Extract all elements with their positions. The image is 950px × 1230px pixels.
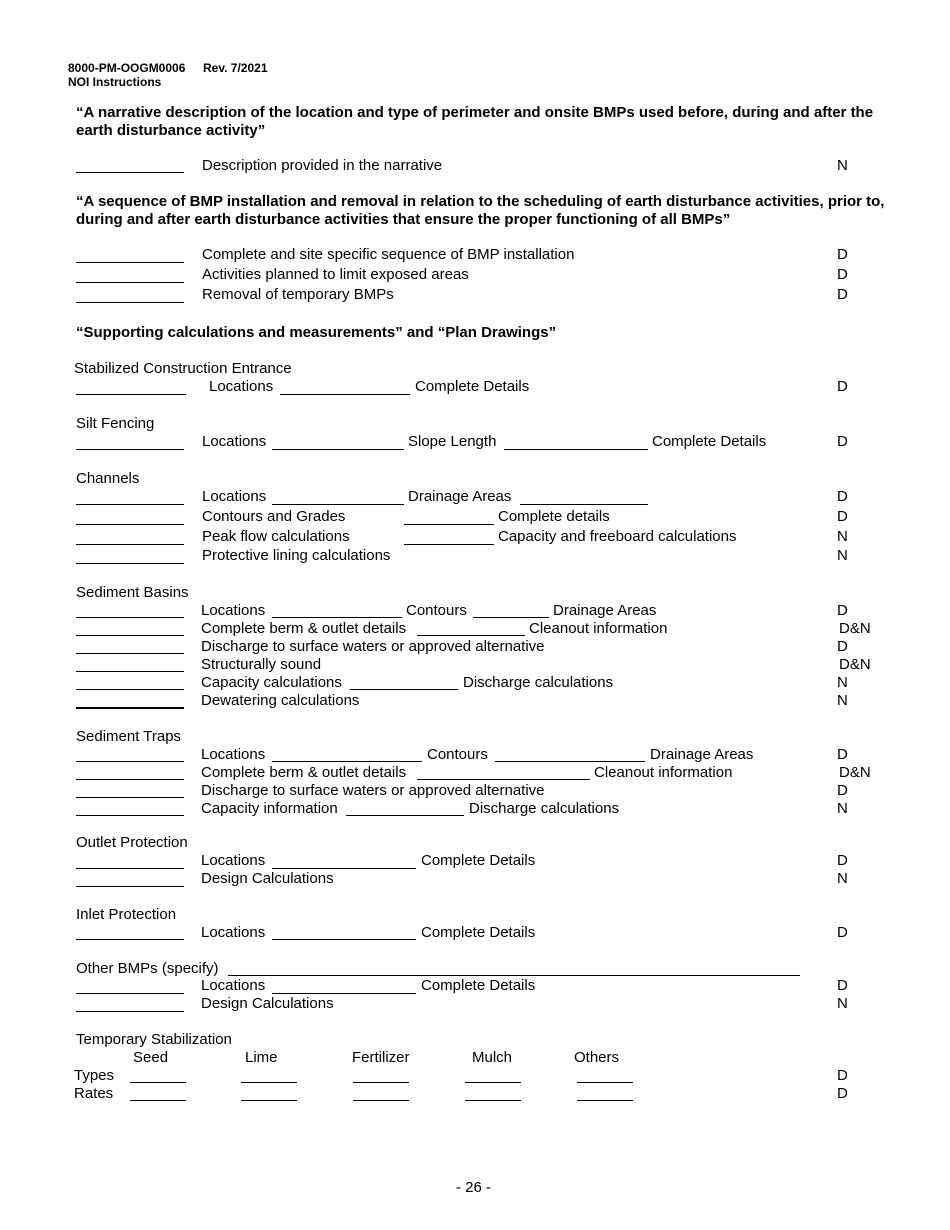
channels-contours-label: Contours and Grades	[202, 508, 346, 525]
basins-checkbox-line[interactable]	[76, 707, 184, 709]
silt-locations-label: Locations	[202, 433, 267, 450]
basins-checkbox-line[interactable]	[76, 635, 184, 636]
channels-peakflow-label: Peak flow calculations	[202, 528, 350, 545]
basins-checkbox-line[interactable]	[76, 617, 184, 618]
silt-title: Silt Fencing	[76, 415, 155, 432]
channels-capacity-label: Capacity and freeboard calculations	[498, 528, 737, 545]
inlet-title: Inlet Protection	[76, 906, 177, 923]
channels-checkbox-line[interactable]	[76, 504, 184, 505]
temp-types-seed-line[interactable]	[130, 1082, 186, 1083]
sequence-item-code: D	[837, 246, 848, 263]
traps-berm-line[interactable]	[417, 779, 590, 780]
sequence-item-label: Activities planned to limit exposed areas	[202, 266, 469, 283]
temp-rates-fertilizer-line[interactable]	[353, 1100, 409, 1101]
temp-types-mulch-line[interactable]	[465, 1082, 521, 1083]
traps-code: D&N	[839, 764, 871, 781]
page-number: - 26 -	[456, 1179, 492, 1196]
traps-checkbox-line[interactable]	[76, 815, 184, 816]
temp-types-others-line[interactable]	[577, 1082, 633, 1083]
inlet-details-label: Complete Details	[421, 924, 536, 941]
temp-col-header: Mulch	[472, 1049, 513, 1066]
temp-types-lime-line[interactable]	[241, 1082, 297, 1083]
sequence-heading: “A sequence of BMP installation and removal in relation to the scheduling of earth disturbance activities, prior to, during and after earth disturbance activities that ensure the proper functioning of all BMPs”	[76, 193, 885, 228]
other-code: N	[837, 995, 848, 1012]
outlet-details-label: Complete Details	[421, 852, 536, 869]
basins-drainage-label: Drainage Areas	[553, 602, 657, 619]
sequence-checkbox-line[interactable]	[76, 262, 184, 263]
outlet-code: N	[837, 870, 848, 887]
basins-contours-line[interactable]	[473, 617, 549, 618]
basins-contours-label: Contours	[406, 602, 467, 619]
basins-discharge-label: Discharge to surface waters or approved alternative	[201, 638, 545, 655]
basins-locations-line[interactable]	[272, 617, 402, 618]
doc-subtitle: NOI Instructions	[68, 75, 162, 89]
sequence-item-code: D	[837, 286, 848, 303]
sce-code: D	[837, 378, 848, 395]
outlet-checkbox-line[interactable]	[76, 868, 184, 869]
narrative-heading: “A narrative description of the location and type of perimeter and onsite BMPs used before, during and after the earth disturbance activity”	[76, 104, 874, 139]
channels-locations-label: Locations	[202, 488, 267, 505]
other-checkbox-line[interactable]	[76, 1011, 184, 1012]
basins-capacity-label: Capacity calculations	[201, 674, 342, 691]
other-checkbox-line[interactable]	[76, 993, 184, 994]
traps-capacity-line[interactable]	[346, 815, 464, 816]
basins-title: Sediment Basins	[76, 584, 189, 601]
basins-capacity-line[interactable]	[350, 689, 458, 690]
traps-capacity-label: Capacity information	[201, 800, 338, 817]
temp-rates-others-line[interactable]	[577, 1100, 633, 1101]
channels-details-line[interactable]	[404, 524, 494, 525]
channels-details-label: Complete details	[498, 508, 610, 525]
channels-title: Channels	[76, 470, 140, 487]
outlet-code: D	[837, 852, 848, 869]
sequence-item-label: Complete and site specific sequence of BMP installation	[202, 246, 575, 263]
traps-drainage-label: Drainage Areas	[650, 746, 754, 763]
basins-cleanout-label: Cleanout information	[529, 620, 668, 637]
basins-code: D&N	[839, 656, 871, 673]
temp-title: Temporary Stabilization	[76, 1031, 232, 1048]
traps-code: D	[837, 746, 848, 763]
other-code: D	[837, 977, 848, 994]
basins-code: N	[837, 674, 848, 691]
basins-checkbox-line[interactable]	[76, 671, 184, 672]
temp-col-header: Others	[574, 1049, 620, 1066]
basins-checkbox-line[interactable]	[76, 689, 184, 690]
inlet-locations-line[interactable]	[272, 939, 416, 940]
basins-dischargecalc-label: Discharge calculations	[463, 674, 614, 691]
basins-berm-label: Complete berm & outlet details	[201, 620, 407, 637]
traps-locations-line[interactable]	[272, 761, 422, 762]
traps-code: D	[837, 782, 848, 799]
basins-dewatering-label: Dewatering calculations	[201, 692, 360, 709]
narrative-item-label: Description provided in the narrative	[202, 157, 443, 174]
outlet-design-label: Design Calculations	[201, 870, 334, 887]
outlet-title: Outlet Protection	[76, 834, 188, 851]
silt-slope-label: Slope Length	[408, 433, 497, 450]
inlet-locations-label: Locations	[201, 924, 266, 941]
traps-berm-label: Complete berm & outlet details	[201, 764, 407, 781]
traps-checkbox-line[interactable]	[76, 779, 184, 780]
temp-types-label: Types	[74, 1067, 115, 1084]
basins-code: D	[837, 638, 848, 655]
silt-locations-line[interactable]	[272, 449, 404, 450]
traps-contours-label: Contours	[427, 746, 488, 763]
basins-code: D	[837, 602, 848, 619]
traps-discharge-label: Discharge to surface waters or approved alternative	[201, 782, 545, 799]
outlet-checkbox-line[interactable]	[76, 886, 184, 887]
channels-lining-label: Protective lining calculations	[202, 547, 391, 564]
traps-dischargecalc-label: Discharge calculations	[469, 800, 620, 817]
doc-id: 8000-PM-OOGM0006	[68, 61, 186, 75]
temp-rates-lime-line[interactable]	[241, 1100, 297, 1101]
temp-types-code: D	[837, 1067, 848, 1084]
other-design-label: Design Calculations	[201, 995, 334, 1012]
sce-title: Stabilized Construction Entrance	[74, 360, 292, 377]
sequence-item-label: Removal of temporary BMPs	[202, 286, 394, 303]
sequence-checkbox-line[interactable]	[76, 282, 184, 283]
sequence-item-code: D	[837, 266, 848, 283]
sce-details-label: Complete Details	[415, 378, 530, 395]
channels-code: N	[837, 528, 848, 545]
narrative-item-code: N	[837, 157, 848, 174]
other-locations-label: Locations	[201, 977, 266, 994]
channels-code: D	[837, 508, 848, 525]
temp-col-header: Lime	[245, 1049, 278, 1066]
basins-berm-line[interactable]	[417, 635, 525, 636]
temp-col-header: Seed	[133, 1049, 169, 1066]
basins-checkbox-line[interactable]	[76, 653, 184, 654]
outlet-locations-label: Locations	[201, 852, 266, 869]
temp-rates-seed-line[interactable]	[130, 1100, 186, 1101]
channels-drainage-line[interactable]	[520, 504, 648, 505]
traps-checkbox-line[interactable]	[76, 761, 184, 762]
traps-contours-line[interactable]	[495, 761, 645, 762]
basins-locations-label: Locations	[201, 602, 266, 619]
other-specify-line[interactable]	[228, 975, 800, 976]
sce-checkbox-line[interactable]	[76, 394, 186, 395]
basins-code: N	[837, 692, 848, 709]
temp-types-fertilizer-line[interactable]	[353, 1082, 409, 1083]
inlet-code: D	[837, 924, 848, 941]
supporting-heading: “Supporting calculations and measurements” and “Plan Drawings”	[76, 324, 557, 341]
channels-checkbox-line[interactable]	[76, 524, 184, 525]
traps-locations-label: Locations	[201, 746, 266, 763]
channels-code: D	[837, 488, 848, 505]
sequence-checkbox-line[interactable]	[76, 302, 184, 303]
channels-checkbox-line[interactable]	[76, 544, 184, 545]
temp-rates-code: D	[837, 1085, 848, 1102]
sce-locations-line[interactable]	[280, 394, 410, 395]
temp-rates-label: Rates	[74, 1085, 114, 1102]
temp-col-header: Fertilizer	[352, 1049, 410, 1066]
basins-structural-label: Structurally sound	[201, 656, 322, 673]
other-locations-line[interactable]	[272, 993, 416, 994]
inlet-checkbox-line[interactable]	[76, 939, 184, 940]
traps-code: N	[837, 800, 848, 817]
narrative-checkbox-line[interactable]	[76, 172, 184, 173]
basins-code: D&N	[839, 620, 871, 637]
doc-revision: Rev. 7/2021	[203, 61, 268, 75]
silt-checkbox-line[interactable]	[76, 449, 184, 450]
traps-checkbox-line[interactable]	[76, 797, 184, 798]
other-title: Other BMPs (specify)	[76, 960, 219, 977]
silt-slope-line[interactable]	[504, 449, 648, 450]
temp-rates-mulch-line[interactable]	[465, 1100, 521, 1101]
channels-capacity-line[interactable]	[404, 544, 494, 545]
outlet-locations-line[interactable]	[272, 868, 416, 869]
channels-code: N	[837, 547, 848, 564]
traps-cleanout-label: Cleanout information	[594, 764, 733, 781]
other-details-label: Complete Details	[421, 977, 536, 994]
silt-code: D	[837, 433, 848, 450]
channels-locations-line[interactable]	[272, 504, 404, 505]
sce-locations-label: Locations	[209, 378, 274, 395]
channels-drainage-label: Drainage Areas	[408, 488, 512, 505]
channels-checkbox-line[interactable]	[76, 563, 184, 564]
traps-title: Sediment Traps	[76, 728, 182, 745]
silt-details-label: Complete Details	[652, 433, 767, 450]
